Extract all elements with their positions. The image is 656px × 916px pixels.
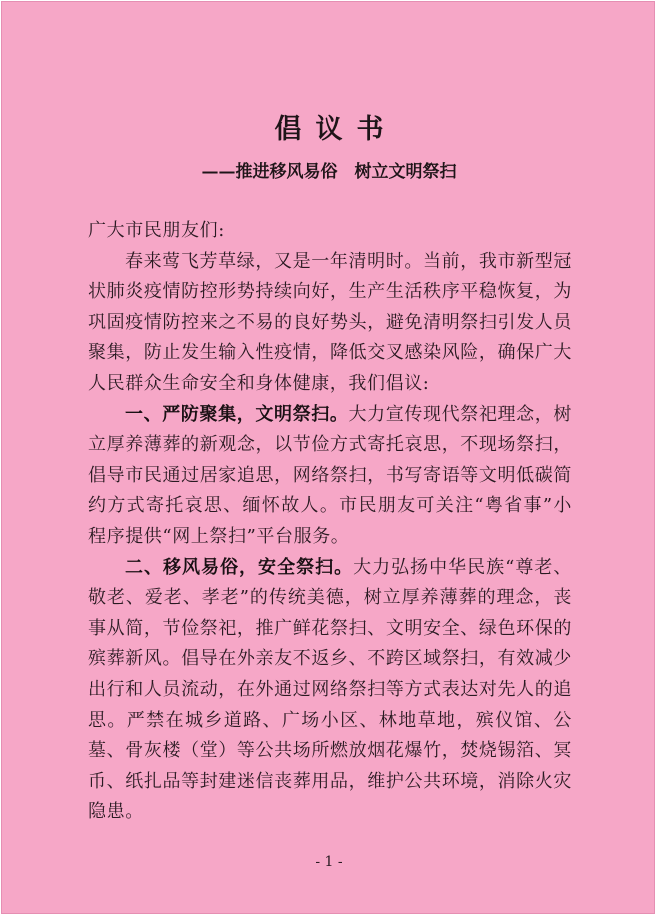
document-subtitle: ——推进移风易俗 树立文明祭扫 <box>201 162 457 182</box>
page-number: - 1 - <box>315 854 343 870</box>
document-body <box>88 216 572 828</box>
point-one-heading: 一、严防聚集，文明祭扫。 <box>125 403 349 425</box>
point-two-text: 大力弘扬中华民族“尊老、敬老、爱老、孝老”的传统美德，树立厚养薄葬的理念，丧事从简，节俭祭祀，推广鲜花祭扫、文明安全、绿色环保的殡葬新风。倡导在外亲友不返乡、不跨区域祭扫，有效减少出行和人员流动，在外通过网络祭扫等方式表达对先人的追思。严禁在城乡道路、广场小区、林地草地，殡仪馆、公墓、骨灰楼（堂）等公共场所燃放烟花爆竹，焚烧锡箔、冥币、纸扎品等封建迷信丧葬用品，维护公共环境，消除火灾隐患。 <box>88 556 573 823</box>
point-one-text: 大力宣传现代祭祀理念，树立厚养薄葬的新观念，以节俭方式寄托哀思，不现场祭扫，倡导市民通过居家追思，网络祭扫，书写寄语等文明低碳简约方式寄托哀思、缅怀故人。市民朋友可关注“粤省事”小程序提供“网上祭扫”平台服务。 <box>88 403 572 547</box>
paragraph-point-one <box>88 400 572 553</box>
paragraph-intro <box>88 247 572 400</box>
greeting: 广大市民朋友们: <box>88 220 225 241</box>
point-two-heading: 二、移风易俗，安全祭扫。 <box>125 556 354 578</box>
document-title: 倡议书 <box>274 114 398 145</box>
paragraph-intro-text: 春来莺飞芳草绿，又是一年清明时。当前，我市新型冠状肺炎疫情防控形势持续向好，生产生活秩序平稳恢复，为巩固疫情防控来之不易的良好势头，避免清明祭扫引发人员聚集，防止发生输入性疫情，降低交叉感染风险，确保广大人民群众生命安全和身体健康，我们倡议: <box>88 250 572 394</box>
document-page <box>1 1 655 914</box>
paragraph-point-two <box>88 553 572 828</box>
